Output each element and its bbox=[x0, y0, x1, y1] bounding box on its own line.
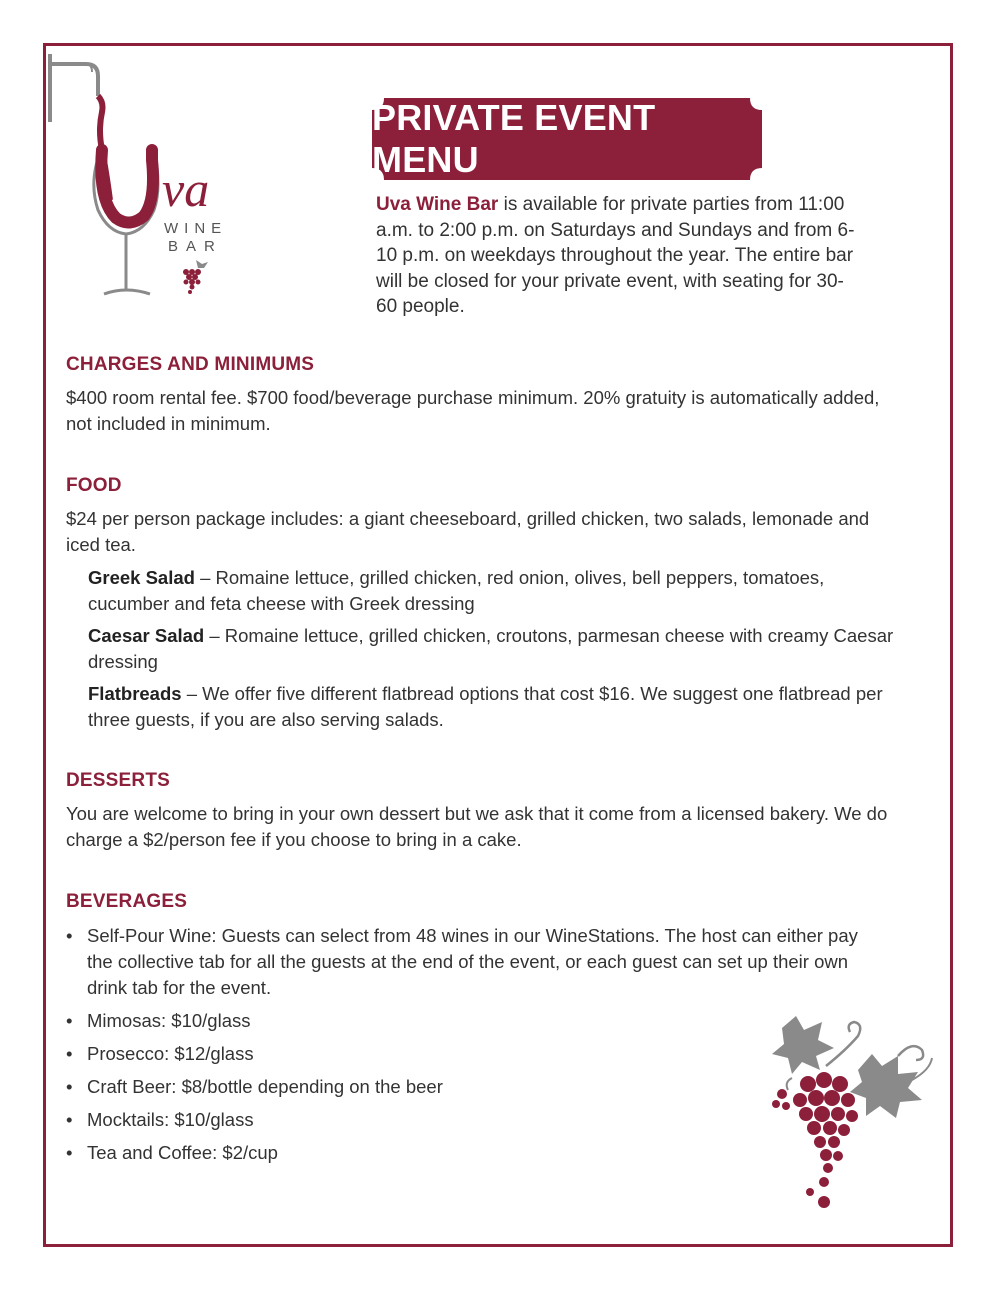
menu-item-name: Greek Salad bbox=[88, 567, 195, 588]
wine-glass-icon bbox=[46, 50, 246, 300]
beverage-text: Mimosas: $10/glass bbox=[87, 1010, 251, 1031]
bullet-icon: • bbox=[66, 1142, 73, 1163]
logo-name: va bbox=[162, 161, 210, 217]
beverages-heading: BEVERAGES bbox=[66, 891, 188, 912]
beverage-text: Tea and Coffee: $2/cup bbox=[87, 1142, 278, 1163]
page-title: PRIVATE EVENT MENU bbox=[372, 97, 656, 180]
bullet-icon: • bbox=[66, 1076, 73, 1097]
desserts-text: You are welcome to bring in your own dessert but we ask that it come from a licensed bakery. We do charge a $2/person fee if you choose to bring in a cake. bbox=[66, 803, 888, 850]
list-item bbox=[66, 923, 881, 1001]
title-banner bbox=[372, 98, 762, 180]
bullet-icon: • bbox=[66, 1043, 73, 1064]
intro-paragraph bbox=[376, 192, 856, 320]
menu-item-greek-salad bbox=[88, 565, 898, 616]
small-grapes-icon bbox=[178, 258, 212, 296]
menu-item-name: Caesar Salad bbox=[88, 625, 205, 646]
brand-name: Uva Wine Bar bbox=[376, 194, 499, 215]
desserts-heading: DESSERTS bbox=[66, 770, 171, 791]
charges-text: $400 room rental fee. $700 food/beverage purchase minimum. 20% gratuity is automatically added, not included in minimum. bbox=[66, 387, 880, 434]
intro-text: is available for private parties from 11:00 a.m. to 2:00 p.m. on Saturdays and Sundays and from 6-10 p.m. on weekdays throughout the year. The entire bar will be closed for your private event, with seating for 30-60 people. bbox=[376, 194, 855, 317]
charges-heading: CHARGES AND MINIMUMS bbox=[66, 354, 315, 375]
menu-item-caesar-salad bbox=[88, 623, 898, 674]
beverage-text: Mocktails: $10/glass bbox=[87, 1109, 254, 1130]
menu-item-desc: – Romaine lettuce, grilled chicken, red onion, olives, bell peppers, tomatoes, cucumber and feta cheese with Greek dressing bbox=[88, 567, 825, 614]
uva-wine-bar-logo bbox=[46, 50, 246, 300]
bullet-icon: • bbox=[66, 1109, 73, 1130]
menu-item-desc: – We offer five different flatbread options that cost $16. We suggest one flatbread per three guests, if you are also serving salads. bbox=[88, 683, 883, 730]
food-text: $24 per person package includes: a giant cheeseboard, grilled chicken, two salads, lemonade and iced tea. bbox=[66, 508, 870, 555]
beverage-text: Prosecco: $12/glass bbox=[87, 1043, 254, 1064]
menu-item-flatbreads bbox=[88, 681, 898, 732]
grapes-icon bbox=[762, 1010, 942, 1215]
bullet-icon: • bbox=[66, 925, 73, 946]
menu-item-name: Flatbreads bbox=[88, 683, 182, 704]
menu-item-desc: – Romaine lettuce, grilled chicken, croutons, parmesan cheese with creamy Caesar dressing bbox=[88, 625, 894, 672]
logo-bar-text: BAR bbox=[168, 238, 223, 255]
food-heading: FOOD bbox=[66, 475, 122, 496]
beverage-text: Craft Beer: $8/bottle depending on the beer bbox=[87, 1076, 443, 1097]
beverage-text: Self-Pour Wine: Guests can select from 48 wines in our WineStations. The host can either pay the collective tab for all the guests at the end of the event, or each guest can set up their own drink tab for the event. bbox=[87, 925, 858, 998]
bullet-icon: • bbox=[66, 1010, 73, 1031]
grapes-decoration bbox=[762, 1010, 942, 1215]
logo-wine-text: WINE bbox=[164, 220, 228, 237]
